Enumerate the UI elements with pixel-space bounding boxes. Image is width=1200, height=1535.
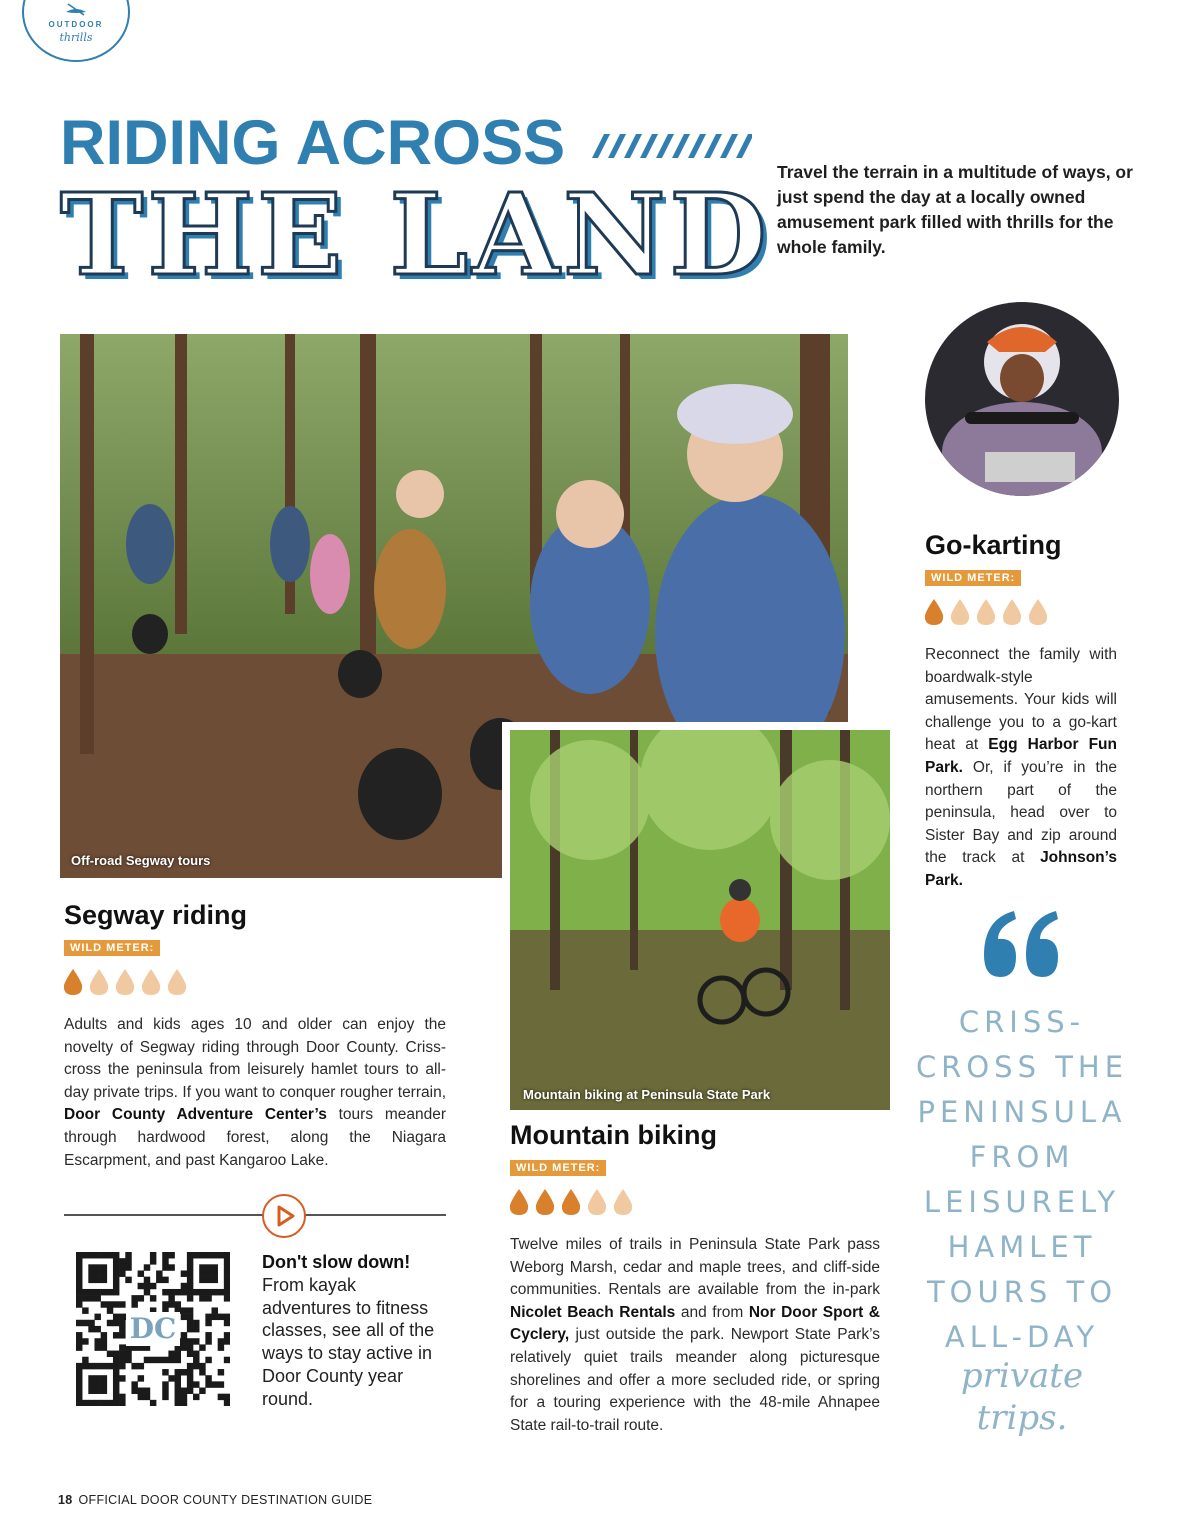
flame-drop-icon [586, 1188, 608, 1216]
footer [58, 1493, 372, 1507]
pull-quote-line: CRISS- [958, 1005, 1086, 1039]
flame-drop-icon [88, 968, 110, 996]
page-number: 18 [58, 1493, 73, 1507]
biking-title: Mountain biking [510, 1120, 717, 1150]
flame-drop-icon [166, 968, 188, 996]
pull-quote-line: CROSS THE [915, 1050, 1129, 1084]
pull-quote-line: HAMLET [947, 1230, 1097, 1264]
flame-drop-icon [1027, 598, 1049, 626]
pull-quote-script-line: private [960, 1356, 1084, 1396]
gokart-body [925, 644, 1117, 893]
pull-quote-line: TOURS TO [926, 1275, 1118, 1309]
headline-line1: RIDING ACROSS [60, 108, 566, 178]
gokart-text-1: Reconnect the family with boardwalk-style amusements. Your kids will challenge you to a go-kart heat at [925, 646, 1117, 754]
biking-text-3: just outside the park. Newport State Park’s relatively quiet trails meander along picturesque shorelines and offer a more secluded ride, or spring for a touring experience with the 48-mile Ahnapee State rail-to-trail route. [510, 1326, 880, 1434]
badge-top-text: OUTDOOR [48, 20, 104, 29]
pull-quote-line: PENINSULA [917, 1095, 1127, 1129]
segway-meter-label: WILD METER: [64, 940, 160, 956]
flame-drop-icon [114, 968, 136, 996]
biking-text-1: Twelve miles of trails in Peninsula State Park pass Weborg Marsh, cedar and maple trees, and cliff-side communities. Rentals are available from the in-park [510, 1236, 880, 1299]
nicolet-beach-rentals-name: Nicolet Beach Rentals [510, 1303, 676, 1321]
flame-drop-icon [1001, 598, 1023, 626]
biking-photo-caption: Mountain biking at Peninsula State Park [523, 1087, 771, 1102]
kayak-paddle-icon [64, 2, 88, 16]
stripes-decoration [582, 134, 752, 158]
intro-text: Travel the terrain in a multitude of ways, or just spend the day at a locally owned amusement park filled with thrills for the whole family. [777, 162, 1133, 257]
biking-text-2: and from [675, 1303, 749, 1321]
adventure-center-name: Door County Adventure Center’s [64, 1106, 327, 1124]
pull-quote-script-line: trips. [976, 1398, 1068, 1438]
qr-code[interactable] [76, 1252, 230, 1406]
flame-drop-icon [140, 968, 162, 996]
segway-body [64, 1014, 446, 1172]
gokart-title: Go-karting [925, 530, 1062, 560]
quote-mark-icon [980, 905, 1064, 985]
gokart-meter-label: WILD METER: [925, 570, 1021, 586]
segway-text-1: Adults and kids ages 10 and older can enjoy the novelty of Segway riding through Door County. Criss-cross the peninsula from leisurely hamlet tours to all-day private trips. If you want to conquer rougher terrain, [64, 1016, 446, 1101]
gokart-text-2: Or, if you’re in the northern part of the peninsula, head over to Sister Bay and zip around the track at [925, 758, 1117, 867]
flame-drop-icon [508, 1188, 530, 1216]
qr-promo-title: Don't slow down! [262, 1252, 411, 1272]
segway-photo-caption: Off-road Segway tours [71, 853, 211, 868]
flame-drop-icon [62, 968, 84, 996]
biking-photo [502, 722, 890, 1110]
johnsons-park-name: Johnson’s Park. [925, 849, 1117, 889]
segway-wild-meter [62, 968, 188, 996]
play-icon [264, 1196, 304, 1236]
flame-drop-icon [612, 1188, 634, 1216]
play-button[interactable] [262, 1194, 306, 1238]
section-divider [64, 1214, 446, 1216]
outdoor-thrills-badge [22, 0, 130, 62]
headline-line2: THE LAND [60, 170, 771, 301]
flame-drop-icon [534, 1188, 556, 1216]
biking-body [510, 1234, 880, 1437]
flame-drop-icon [923, 598, 945, 626]
pull-quote-line: ALL-DAY [944, 1320, 1100, 1354]
flame-drop-icon [949, 598, 971, 626]
pull-quote-line: FROM [969, 1140, 1075, 1174]
badge-bottom-text: thrills [59, 31, 93, 44]
gokart-photo [925, 302, 1119, 496]
footer-text: OFFICIAL DOOR COUNTY DESTINATION GUIDE [78, 1493, 373, 1507]
biking-meter-label: WILD METER: [510, 1160, 606, 1176]
qr-logo: DC [126, 1312, 180, 1346]
qr-promo-text: From kayak adventures to fitness classes, see all of the ways to stay active in Door County year round. [262, 1274, 435, 1409]
segway-title: Segway riding [64, 900, 248, 930]
pull-quote-line: LEISURELY [923, 1185, 1121, 1219]
pull-quote [908, 1000, 1136, 1360]
flame-drop-icon [560, 1188, 582, 1216]
gokart-wild-meter [923, 598, 1049, 626]
nor-door-sport-name: Nor Door Sport & Cyclery, [510, 1303, 881, 1344]
segway-text-2: tours meander through hardwood forest, along the Niagara Escarpment, and past Kangaroo Lake. [64, 1106, 446, 1169]
biking-wild-meter [508, 1188, 634, 1216]
pull-quote-script [908, 1355, 1136, 1439]
qr-promo [262, 1251, 442, 1411]
egg-harbor-fun-park-name: Egg Harbor Fun Park. [925, 736, 1117, 776]
flame-drop-icon [975, 598, 997, 626]
